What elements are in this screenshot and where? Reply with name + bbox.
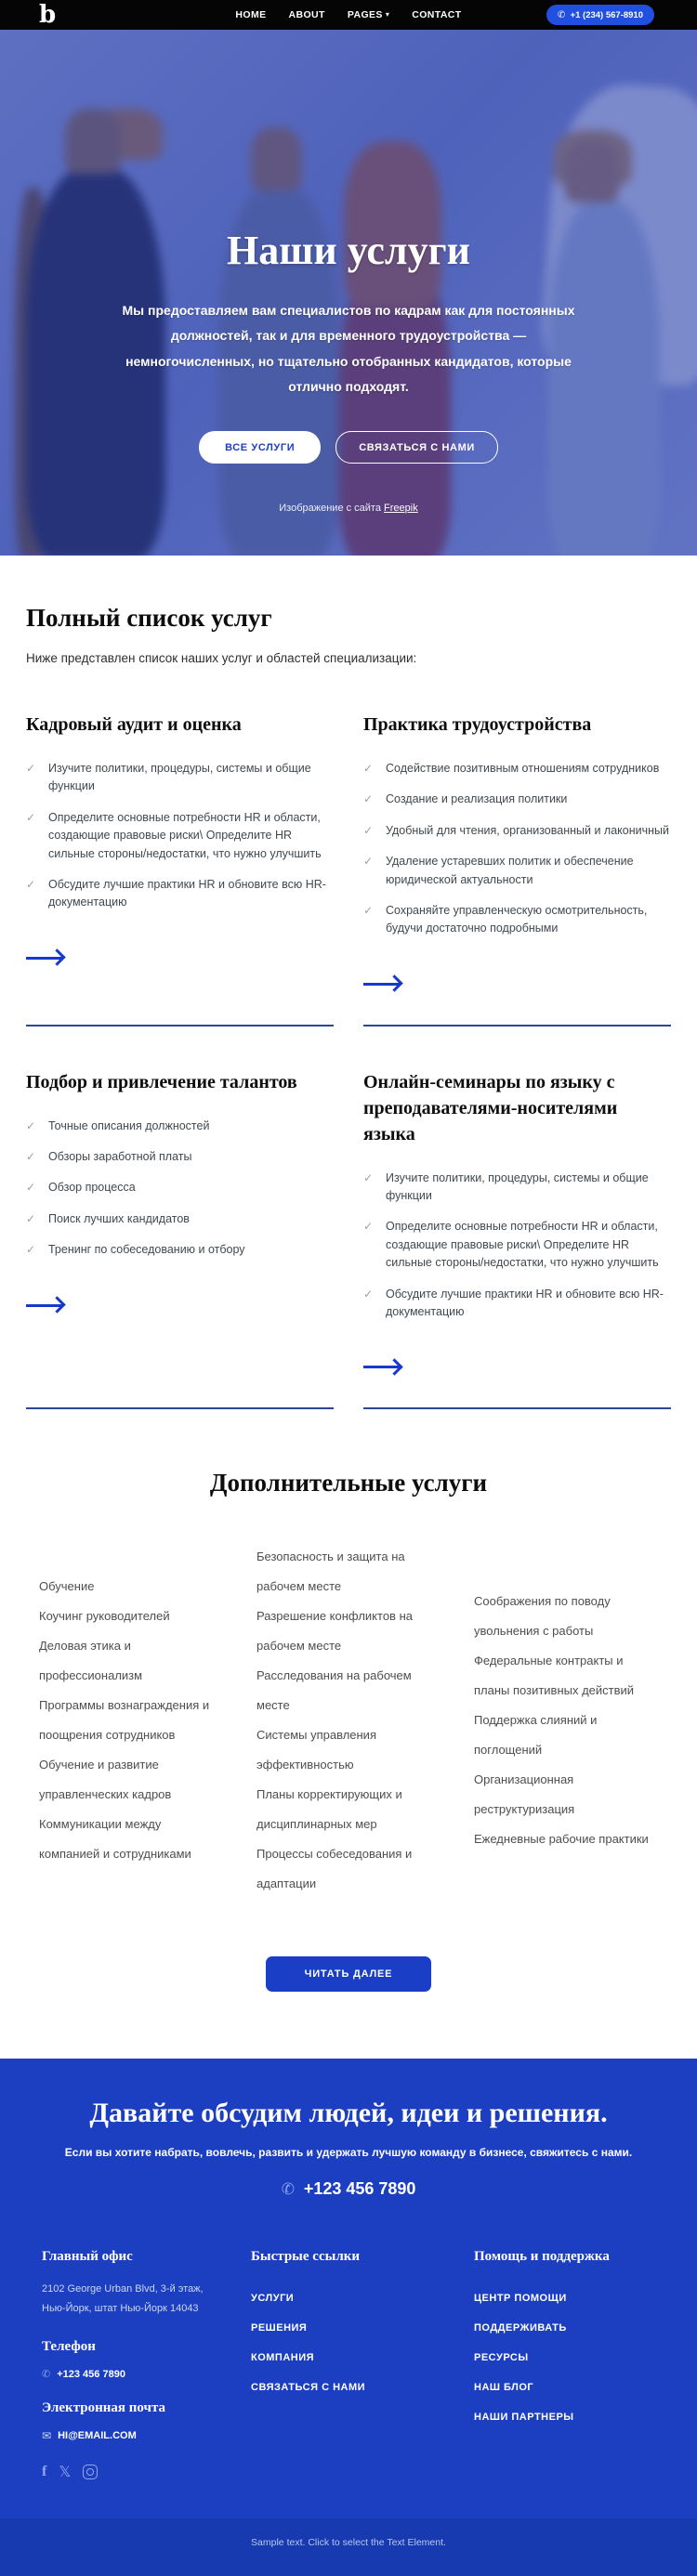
list-item: ✓ Тренинг по собеседованию и отбору	[26, 1241, 334, 1259]
office-heading: Главный офис	[42, 2249, 133, 2265]
check-icon: ✓	[26, 810, 36, 824]
arrow-right-icon[interactable]	[363, 1366, 401, 1368]
additional-heading: Дополнительные услуги	[209, 1469, 488, 1497]
footer-support-column	[474, 2249, 655, 2481]
phone-icon: ✆	[557, 8, 567, 21]
service-card-employment	[363, 712, 671, 1026]
envelope-icon: ✉	[42, 2429, 52, 2443]
page-title: Наши услуги	[227, 228, 470, 273]
list-item: Безопасность и защита на рабочем месте	[256, 1550, 405, 1594]
check-icon: ✓	[26, 1211, 36, 1225]
check-icon: ✓	[26, 1181, 36, 1195]
check-icon: ✓	[363, 1287, 374, 1301]
footer-quicklinks-column	[251, 2249, 474, 2481]
list-item: Ежедневные рабочие практики	[474, 1832, 649, 1847]
site-logo[interactable]: b	[39, 1, 57, 29]
list-item: Федеральные контракты и планы позитивных действий	[474, 1654, 635, 1698]
image-attribution: Изображение с сайта Freepik	[279, 503, 418, 515]
arrow-right-icon[interactable]	[26, 1304, 63, 1307]
sample-text-element[interactable]: Sample text. Click to select the Text Element.	[0, 2518, 697, 2576]
all-services-button[interactable]: ВСЕ УСЛУГИ	[199, 431, 321, 464]
footer-link-company[interactable]: КОМПАНИЯ	[251, 2352, 315, 2364]
support-heading: Помощь и поддержка	[474, 2249, 610, 2265]
footer-section	[0, 2059, 697, 2576]
check-icon: ✓	[26, 1118, 36, 1132]
email-heading: Электронная почта	[42, 2400, 166, 2416]
cta-banner	[0, 2059, 697, 2199]
list-item: ✓ Изучите политики, процедуры, системы и общие функции	[26, 760, 334, 796]
arrow-right-icon[interactable]	[363, 983, 401, 986]
list-item: ✓ Сохраняйте управленческую осмотрительность, будучи достаточно подробными	[363, 902, 671, 938]
service-card-title: Кадровый аудит и оценка	[26, 714, 242, 735]
check-icon: ✓	[363, 823, 374, 837]
list-item: ✓ Обсудите лучшие практики HR и обновите всю HR-документацию	[26, 876, 334, 912]
footer-link-solutions[interactable]: РЕШЕНИЯ	[251, 2322, 308, 2334]
list-item: Деловая этика и профессионализм	[39, 1639, 143, 1683]
footer-link-resources[interactable]: РЕСУРСЫ	[474, 2352, 529, 2364]
check-icon: ✓	[363, 792, 374, 806]
check-icon: ✓	[363, 762, 374, 775]
footer-link-partners[interactable]: НАШИ ПАРТНЕРЫ	[474, 2412, 574, 2424]
check-icon: ✓	[363, 903, 374, 917]
check-icon: ✓	[363, 1170, 374, 1184]
facebook-icon[interactable]: f	[42, 2464, 47, 2480]
list-item: Процессы собеседования и адаптации	[256, 1847, 413, 1891]
footer-office-column	[42, 2249, 251, 2481]
list-item: Организационная реструктуризация	[474, 1772, 575, 1817]
service-card-title: Подбор и привлечение талантов	[26, 1071, 297, 1092]
list-item: Системы управления эффективностью	[256, 1728, 376, 1772]
list-item: ✓ Содействие позитивным отношениям сотрудников	[363, 760, 671, 778]
list-item: Обучение и развитие управленческих кадров	[39, 1758, 172, 1802]
additional-services-section	[26, 1409, 671, 2059]
list-item: Программы вознаграждения и поощрения сотрудников	[39, 1698, 210, 1743]
services-heading: Полный список услуг	[26, 604, 272, 632]
list-item: ✓ Создание и реализация политики	[363, 791, 671, 808]
nav-contact[interactable]: CONTACT	[412, 9, 462, 20]
nav-about[interactable]: ABOUT	[288, 9, 325, 20]
list-item: Коммуникации между компанией и сотрудниками	[39, 1817, 191, 1862]
footer-link-contact[interactable]: СВЯЗАТЬСЯ С НАМИ	[251, 2382, 366, 2394]
list-item: Разрешение конфликтов на рабочем месте	[256, 1609, 413, 1654]
cta-subtitle: Если вы хотите набрать, вовлечь, развить и удержать лучшую команду в бизнесе, свяжитесь с нами.	[64, 2146, 633, 2160]
phone-heading: Телефон	[42, 2339, 96, 2355]
list-item: ✓ Определите основные потребности HR и области, создающие правовые риски\ Определите HR сильные стороны/недостатки, что нужно улучшить	[363, 1218, 671, 1272]
service-card-title: Онлайн-семинары по языку с преподавателями-носителями языка	[363, 1071, 618, 1144]
check-icon: ✓	[26, 1150, 36, 1163]
check-icon: ✓	[363, 855, 374, 869]
top-navbar	[0, 0, 697, 30]
list-item: ✓ Поиск лучших кандидатов	[26, 1210, 334, 1228]
phone-icon: ✆	[280, 2178, 296, 2199]
list-item: ✓ Точные описания должностей	[26, 1118, 334, 1135]
cta-phone-link[interactable]: ✆ +123 456 7890	[280, 2178, 416, 2199]
list-item: Поддержка слияний и поглощений	[474, 1713, 598, 1758]
check-icon: ✓	[363, 1220, 374, 1234]
service-card-talent	[26, 1069, 334, 1410]
list-item: Расследования на рабочем месте	[256, 1668, 412, 1713]
read-more-button[interactable]: ЧИТАТЬ ДАЛЕЕ	[266, 1956, 432, 1992]
instagram-icon[interactable]	[83, 2465, 98, 2479]
list-item: Коучинг руководителей	[39, 1609, 170, 1624]
freepik-link[interactable]: Freepik	[384, 503, 418, 515]
main-nav	[235, 9, 461, 20]
hero-description: Мы предоставляем вам специалистов по кадрам как для постоянных должностей, так и для временного трудоустройства — немногочисленных, но тщательно отобранных кандидатов, которые отлично подходят.	[122, 303, 575, 394]
list-item: Соображения по поводу увольнения с работы	[474, 1594, 611, 1639]
footer-email-link[interactable]: ✉ HI@EMAIL.COM	[42, 2429, 137, 2443]
footer-link-blog[interactable]: НАШ БЛОГ	[474, 2382, 534, 2394]
footer-phone-link[interactable]: ✆ +123 456 7890	[41, 2368, 125, 2381]
cta-title: Давайте обсудим людей, идеи и решения.	[89, 2098, 608, 2129]
service-card-audit	[26, 712, 334, 1026]
list-item: ✓ Удаление устаревших политик и обеспечение юридической актуальности	[363, 853, 671, 889]
list-item: ✓ Изучите политики, процедуры, системы и общие функции	[363, 1170, 671, 1206]
footer-link-help-center[interactable]: ЦЕНТР ПОМОЩИ	[474, 2293, 567, 2305]
hero-section	[0, 30, 697, 556]
nav-pages[interactable]: PAGES ▾	[347, 9, 390, 20]
list-item: ✓ Обзоры заработной платы	[26, 1148, 334, 1166]
phone-icon: ✆	[41, 2368, 52, 2381]
footer-link-support[interactable]: ПОДДЕРЖИВАТЬ	[474, 2322, 567, 2334]
nav-home[interactable]: HOME	[235, 9, 267, 20]
office-address: 2102 George Urban Blvd, 3-й этаж, Нью-Йорк, штат Нью-Йорк 14043	[42, 2283, 204, 2315]
header-phone-button[interactable]: ✆ +1 (234) 567-8910	[546, 5, 654, 25]
check-icon: ✓	[26, 1243, 36, 1257]
service-card-title: Практика трудоустройства	[363, 714, 592, 735]
quicklinks-heading: Быстрые ссылки	[251, 2249, 361, 2265]
list-item: ✓ Удобный для чтения, организованный и лаконичный	[363, 822, 671, 840]
additional-column-2	[256, 1542, 441, 1899]
footer-link-services[interactable]: УСЛУГИ	[251, 2293, 295, 2305]
x-twitter-icon[interactable]: 𝕏	[59, 2465, 72, 2481]
list-item: Обучение	[39, 1579, 95, 1594]
service-card-webinars	[363, 1069, 671, 1410]
list-item: ✓ Обзор процесса	[26, 1179, 334, 1196]
services-subheading: Ниже представлен список наших услуг и областей специализации:	[26, 651, 417, 665]
check-icon: ✓	[26, 877, 36, 891]
list-item: ✓ Обсудите лучшие практики HR и обновите всю HR-документацию	[363, 1286, 671, 1322]
list-item: ✓ Определите основные потребности HR и области, создающие правовые риски\ Определите HR сильные стороны/недостатки, что нужно улучшить	[26, 809, 334, 863]
additional-column-3	[474, 1587, 658, 1854]
chevron-down-icon: ▾	[385, 9, 390, 19]
check-icon: ✓	[26, 762, 36, 775]
list-item: Планы корректирующих и дисциплинарных мер	[256, 1787, 402, 1832]
arrow-right-icon[interactable]	[26, 957, 63, 960]
contact-us-button[interactable]: СВЯЗАТЬСЯ С НАМИ	[335, 431, 498, 464]
additional-column-1	[39, 1572, 223, 1869]
services-section	[0, 556, 697, 2059]
